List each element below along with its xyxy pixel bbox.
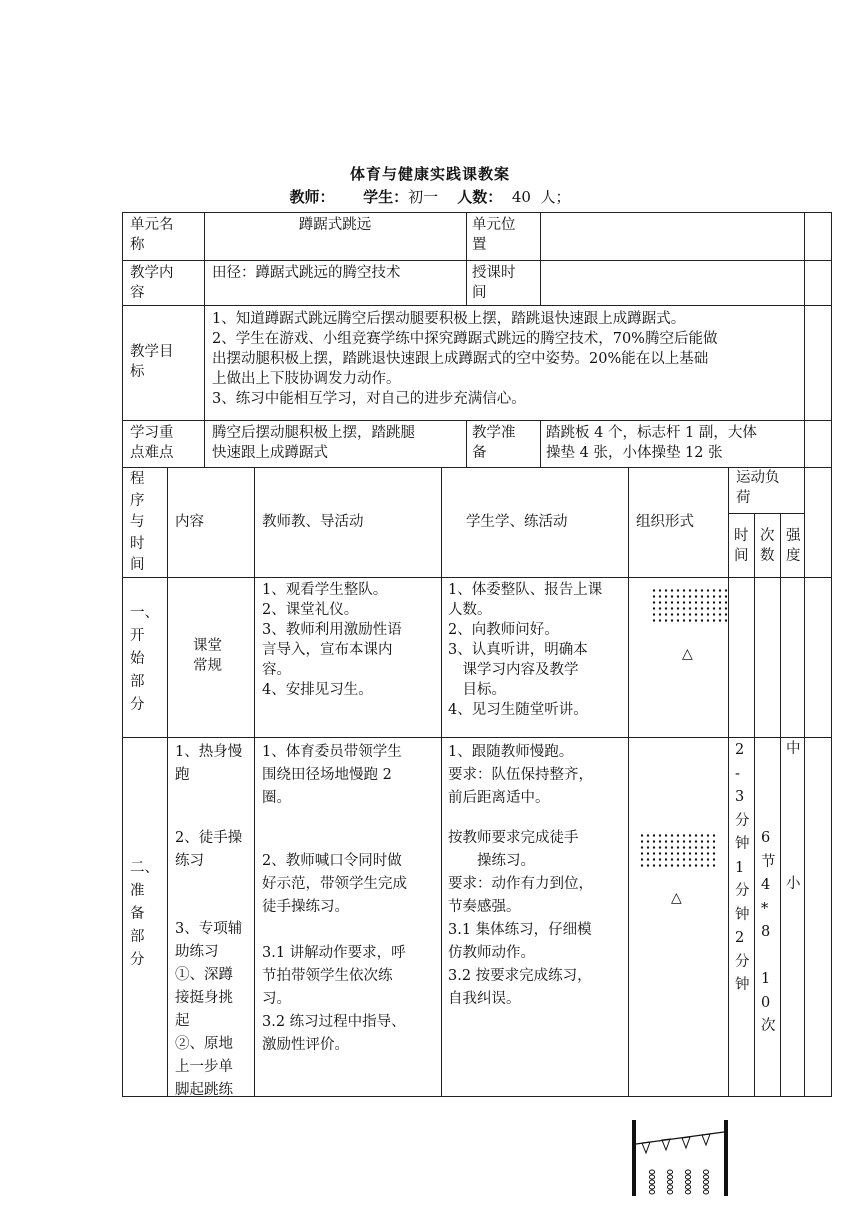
section2-content-exercise: 2、徒手操 练习 (175, 830, 243, 869)
student-label: 学生： (363, 188, 409, 206)
content-label: 教学内 容 (130, 265, 174, 301)
student-value: 初一 (408, 188, 439, 206)
count-value: 40 (511, 188, 531, 206)
section1-teacher: 1、观看学生整队。 2、课堂礼仪。 3、教师利用激励性语 言导入，宣布本课内 容。 4、安排见习生。 (262, 582, 402, 698)
section2-procedure: 二、 准 备 部 分 (130, 860, 159, 968)
section2-teacher-warmup: 1、体育委员带领学生 围绕田径场地慢跑 2 圈。 (262, 744, 402, 806)
section2-teacher-drills: 3.1 讲解动作要求，呼 节拍带领学生依次练 习。 3.2 练习过程中指导、 激励性评价。 (262, 945, 406, 1053)
section2-teacher-exercise: 2、教师喊口令同时做 好示范，带领学生完成 徒手操练习。 (262, 853, 407, 915)
formation-dots-1 (651, 589, 729, 625)
goal-line: 3、练习中能相互学习，对自己的进步充满信心。 (212, 391, 526, 407)
flag-icon (642, 1142, 650, 1153)
teacher-label: 教师： (289, 188, 335, 206)
section1-content: 课堂 常规 (193, 638, 222, 674)
goal-label: 教学目 标 (130, 344, 174, 380)
section1-student: 1、体委整队、报告上课 人数。 2、向教师问好。 3、认真听讲，明确本 课学习内容及教学 目标。 4、见习生随堂听讲。 (448, 582, 603, 718)
right-pole (724, 1120, 728, 1196)
flag-icon (702, 1134, 710, 1145)
student-column-icons (649, 1170, 708, 1194)
section2-time: 2 - 3 分 钟 1 分 钟 2 分 钟 (735, 742, 750, 993)
section2-intensity-warmup: 中 (786, 741, 801, 757)
key-points-value: 腾空后摆动腿积极上摆，踏跳腿 快速跟上成蹲踞式 (212, 425, 415, 461)
unit-name-label: 单元名 称 (130, 217, 174, 253)
goal-line: 2、学生在游戏、小组竞赛学练中探究蹲踞式跳远的腾空技术，70%腾空后能做 (212, 331, 718, 347)
key-points-label: 学习重 点难点 (130, 425, 174, 461)
teacher-triangle-icon: △ (682, 646, 693, 662)
student-activity-header: 学生学、练活动 (466, 514, 568, 530)
goal-line: 上做出上下肢协调发力动作。 (212, 371, 401, 387)
page-title: 体育与健康实践课教案 (349, 165, 510, 183)
preparation-value: 踏跳板 4 个，标志杆 1 副，大体 操垫 4 张，小体操垫 12 张 (546, 425, 757, 461)
goals-text (212, 309, 717, 409)
section2-intensity-exercise: 小 (786, 876, 801, 892)
teacher-triangle-icon: △ (671, 890, 682, 906)
procedure-header: 程 序 与 时 间 (130, 471, 145, 573)
unit-position-label: 单元位 置 (472, 217, 516, 253)
unit-name-value: 蹲踞式跳远 (298, 217, 372, 233)
teacher-activity-header: 教师教、导活动 (262, 514, 364, 530)
left-pole (632, 1120, 636, 1196)
section2-content-warmup: 1、热身慢 跑 (175, 744, 243, 783)
section2-student-warmup: 1、跟随教师慢跑。 要求：队伍保持整齐， 前后距离适中。 (448, 744, 593, 806)
formation-diagram (628, 1116, 738, 1216)
content-value: 田径：蹲踞式跳远的腾空技术 (212, 265, 401, 281)
reps-header: 次 数 (760, 528, 775, 564)
exercise-load-header: 运动负 荷 (736, 470, 780, 506)
intensity-header: 强 度 (786, 528, 801, 564)
organization-header: 组织形式 (636, 514, 694, 530)
section1-procedure: 一、 开 始 部 分 (130, 605, 159, 713)
class-time-label: 授课时 间 (472, 265, 516, 301)
content-header: 内容 (175, 514, 204, 530)
section2-reps: 6 节 4 * 8 1 0 次 (761, 830, 776, 1034)
section2-student-exercise: 按教师要求完成徒手 操练习。 要求：动作有力到位， 节奏感强。 3.1 集体练习，仔细模 仿教师动作。 3.2 按要求完成练习， 自我纠误。 (448, 830, 593, 1007)
goal-line: 出摆动腿积极上摆，踏跳退快速跟上成蹲踞式的空中姿势。20%能在以上基础 (212, 351, 709, 367)
count-unit: 人； (540, 188, 571, 206)
section2-content-drills: 3、专项辅 助练习 ①、深蹲 接挺身挑 起 ②、原地 上一步单 脚起跳练 (175, 921, 243, 1098)
formation-dots-2 (639, 834, 717, 870)
goal-line: 1、知道蹲踞式跳远腾空后摆动腿要积极上摆，踏跳退快速跟上成蹲踞式。 (212, 311, 686, 327)
preparation-label: 教学准 备 (472, 425, 516, 461)
flag-icon (682, 1137, 690, 1148)
count-label: 人数： (457, 188, 503, 206)
header-info (0, 186, 860, 207)
time-header: 时 间 (734, 528, 749, 564)
